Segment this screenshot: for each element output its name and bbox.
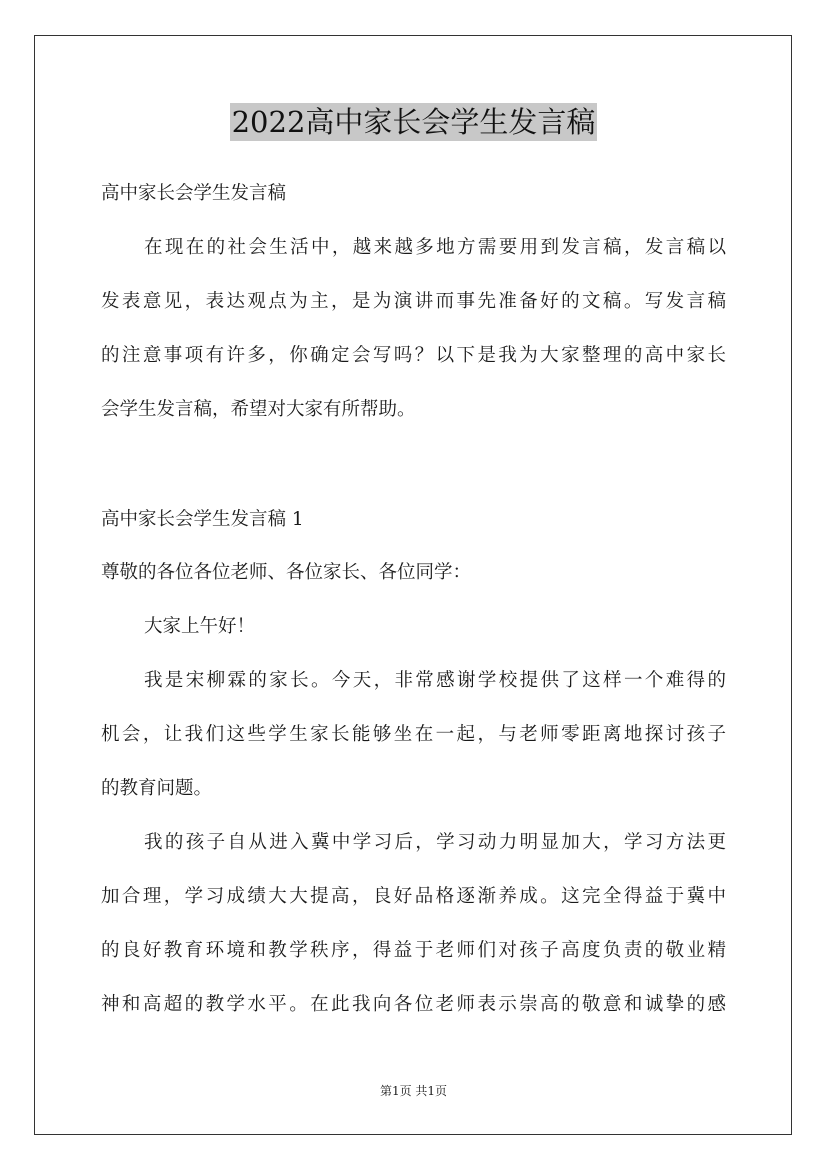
paragraph-line: 的教育问题。: [101, 778, 213, 799]
paragraph-line: 我的孩子自从进入冀中学习后，学习动力明显加大，学习方法更: [144, 832, 726, 853]
paragraph-line: 的良好教育环境和教学秩序，得益于老师们对孩子高度负责的敬业精: [101, 940, 726, 961]
salutation: 尊敬的各位各位老师、各位家长、各位同学：: [101, 562, 472, 583]
intro-line: 会学生发言稿，希望对大家有所帮助。: [101, 399, 416, 420]
paragraph-line: 神和高超的教学水平。在此我向各位老师表示崇高的敬意和诚挚的感: [101, 994, 726, 1015]
greeting: 大家上午好！: [144, 616, 256, 637]
intro-line: 的注意事项有许多，你确定会写吗？以下是我为大家整理的高中家长: [101, 345, 726, 366]
paragraph-line: 加合理，学习成绩大大提高，良好品格逐渐养成。这完全得益于冀中: [101, 886, 726, 907]
section-heading: 高中家长会学生发言稿 1: [101, 509, 304, 530]
document-subtitle: 高中家长会学生发言稿: [101, 183, 287, 204]
intro-line: 在现在的社会生活中，越来越多地方需要用到发言稿，发言稿以: [144, 237, 726, 258]
page-number: 第1页 共1页: [379, 1084, 448, 1098]
paragraph-line: 机会，让我们这些学生家长能够坐在一起，与老师零距离地探讨孩子: [101, 724, 726, 745]
title-container: [0, 103, 827, 141]
intro-line: 发表意见，表达观点为主，是为演讲而事先准备好的文稿。写发言稿: [101, 291, 726, 312]
paragraph-line: 我是宋柳霖的家长。今天，非常感谢学校提供了这样一个难得的: [144, 670, 726, 691]
document-title: 2022高中家长会学生发言稿: [231, 105, 596, 139]
